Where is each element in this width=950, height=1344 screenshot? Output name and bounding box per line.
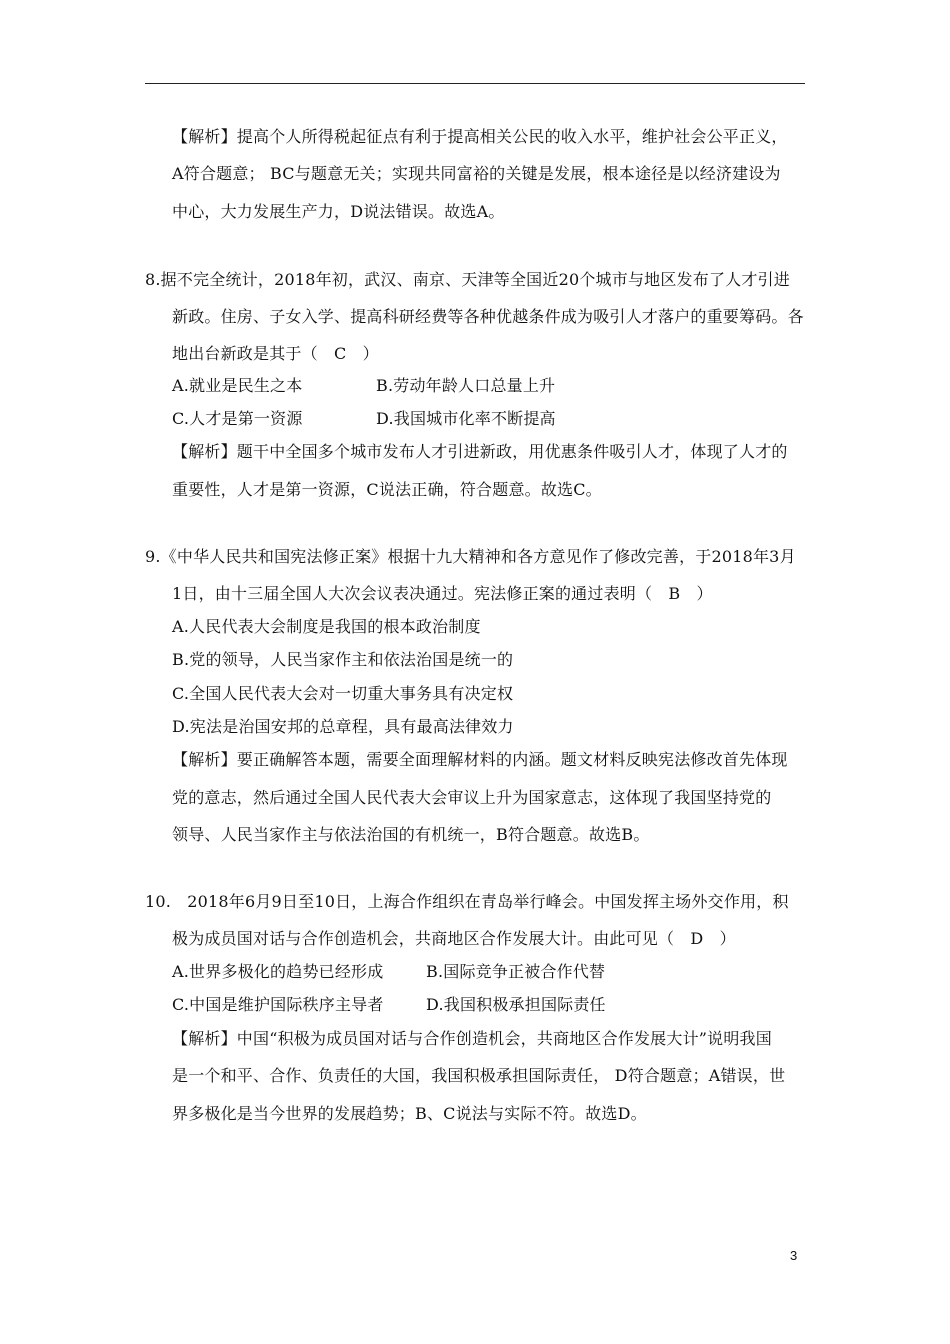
q10-option-a: A.世界多极化的趋势已经形成	[172, 962, 384, 981]
q10-option-b: B.国际竞争正被合作代替	[426, 962, 606, 981]
q9-option-d: D.宪法是治国安邦的总章程，具有最高法律效力	[172, 717, 514, 736]
q10-analysis-line-2: 是一个和平、合作、负责任的大国，我国积极承担国际责任， D符合题意；A错误，世	[172, 1066, 786, 1085]
q9-analysis-line-1: 【解析】要正确解答本题，需要全面理解材料的内涵。题文材料反映宪法修改首先体现	[172, 750, 788, 769]
q8-stem-line-3: 地出台新政是其于（ C ）	[172, 344, 379, 363]
header-rule	[145, 83, 805, 84]
q9-stem-line-1: 9.《中华人民共和国宪法修正案》根据十九大精神和各方意见作了修改完善，于2018年3月	[145, 547, 796, 566]
q8-option-d: D.我国城市化率不断提高	[376, 409, 556, 428]
q10-option-d: D.我国积极承担国际责任	[426, 995, 606, 1014]
q8-option-b: B.劳动年龄人口总量上升	[376, 376, 556, 395]
q7-analysis-line-2: A符合题意； BC与题意无关；实现共同富裕的关键是发展，根本途径是以经济建设为	[172, 164, 781, 183]
q10-analysis-line-1: 【解析】中国“积极为成员国对话与合作创造机会，共商地区合作发展大计”说明我国	[172, 1029, 772, 1048]
page-number: 3	[790, 1248, 798, 1263]
q9-analysis-line-3: 领导、人民当家作主与依法治国的有机统一，B符合题意。故选B。	[172, 825, 650, 844]
q7-analysis-line-3: 中心，大力发展生产力，D说法错误。故选A。	[172, 202, 505, 221]
q10-option-c: C.中国是维护国际秩序主导者	[172, 995, 384, 1014]
q9-stem-line-2: 1日，由十三届全国人大次会议表决通过。宪法修正案的通过表明（ B ）	[172, 584, 713, 603]
q10-analysis-line-3: 界多极化是当今世界的发展趋势；B、C说法与实际不符。故选D。	[172, 1104, 647, 1123]
q8-stem-line-1: 8.据不完全统计，2018年初，武汉、南京、天津等全国近20个城市与地区发布了人才引进	[145, 270, 790, 289]
q10-stem-line-2: 极为成员国对话与合作创造机会，共商地区合作发展大计。由此可见（ D ）	[172, 929, 736, 948]
q8-analysis-line-1: 【解析】题干中全国多个城市发布人才引进新政，用优惠条件吸引人才，体现了人才的	[172, 442, 788, 461]
q8-stem-line-2: 新政。住房、子女入学、提高科研经费等各种优越条件成为吸引人才落户的重要筹码。各	[172, 307, 804, 326]
q9-option-c: C.全国人民代表大会对一切重大事务具有决定权	[172, 684, 514, 703]
q9-analysis-line-2: 党的意志，然后通过全国人民代表大会审议上升为国家意志，这体现了我国坚持党的	[172, 788, 772, 807]
q8-analysis-line-2: 重要性，人才是第一资源，C说法正确，符合题意。故选C。	[172, 480, 602, 499]
q9-option-a: A.人民代表大会制度是我国的根本政治制度	[172, 617, 481, 636]
q7-analysis-line-1: 【解析】提高个人所得税起征点有利于提高相关公民的收入水平，维护社会公平正义，	[172, 127, 788, 146]
q8-option-c: C.人才是第一资源	[172, 409, 303, 428]
q8-option-a: A.就业是民生之本	[172, 376, 303, 395]
q9-option-b: B.党的领导，人民当家作主和依法治国是统一的	[172, 650, 514, 669]
q10-stem-line-1: 10. 2018年6月9日至10日，上海合作组织在青岛举行峰会。中国发挥主场外交作用，积	[145, 892, 789, 911]
